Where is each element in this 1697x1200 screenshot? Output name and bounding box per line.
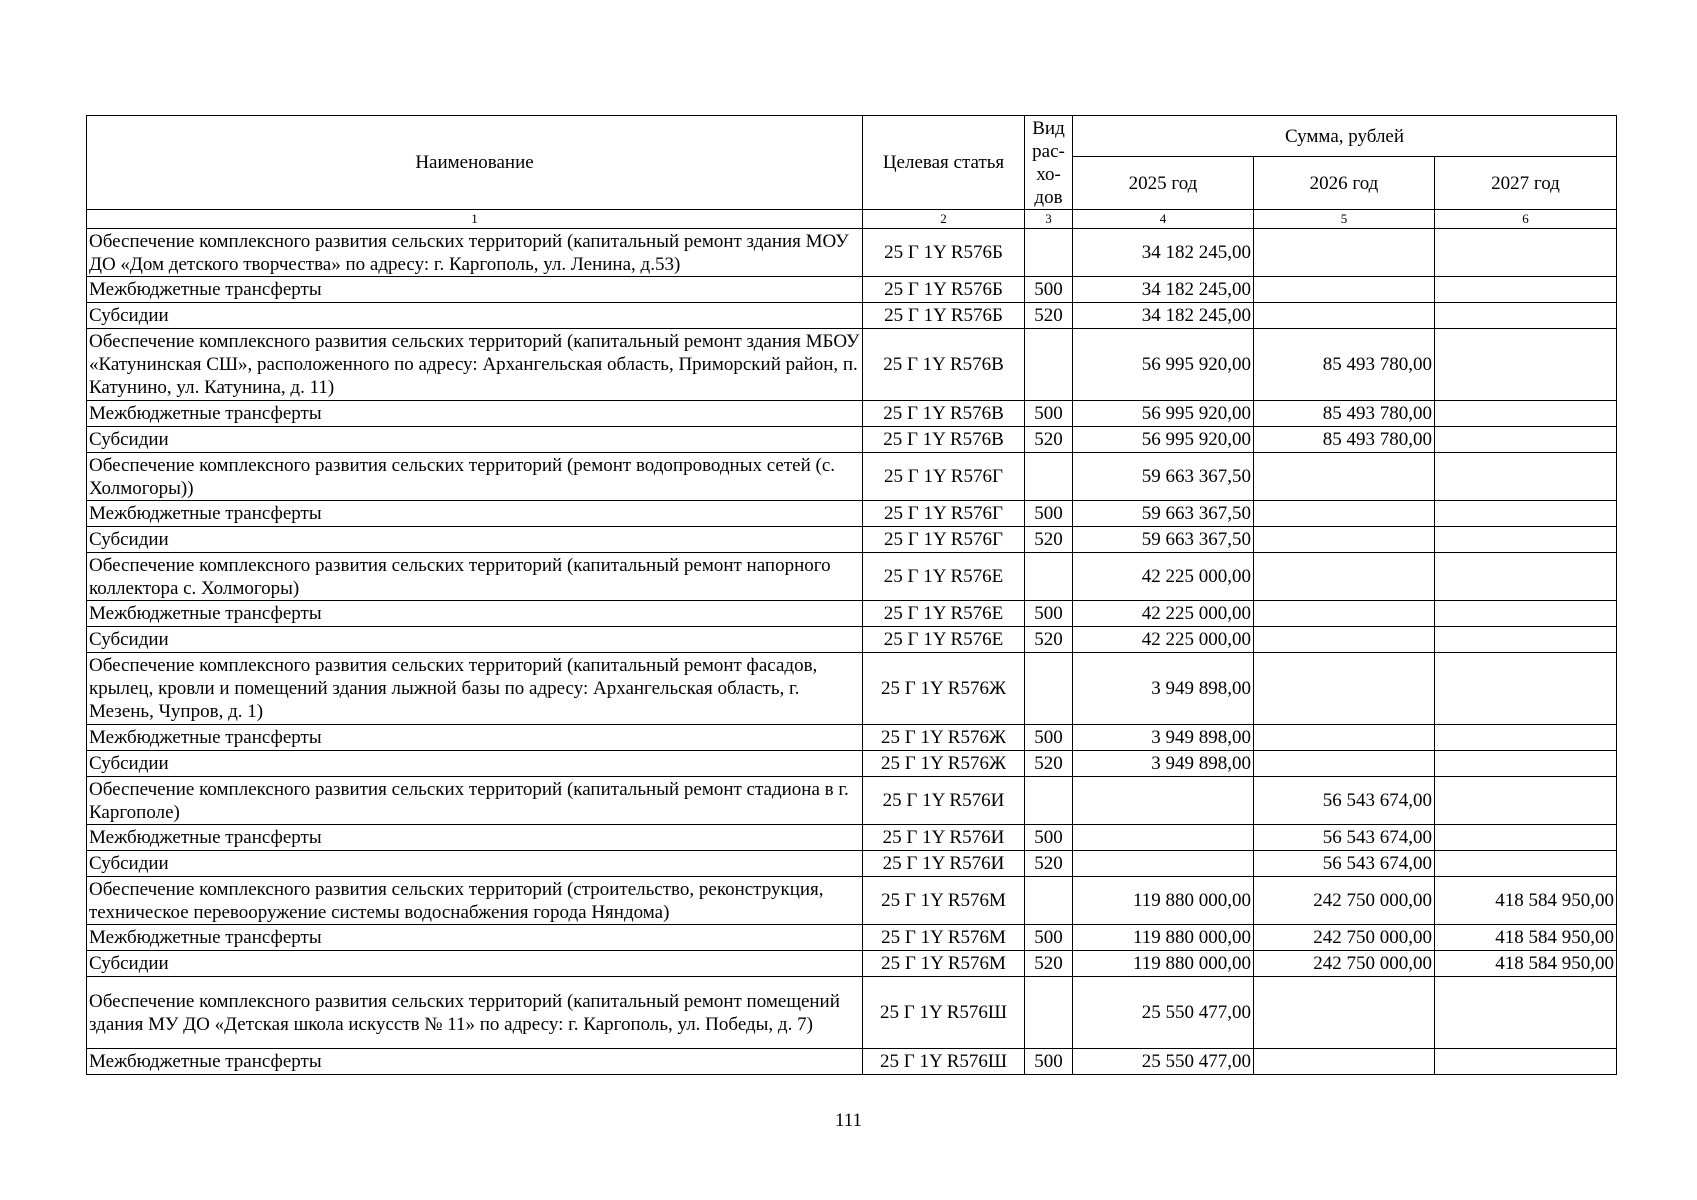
row-name: Обеспечение комплексного развития сельских территорий (капитальный ремонт фасадов, крылец, кровли и помещений здания лыжной базы по адресу: Архангельская область, г. Мезень, Чупров, д. 1) <box>87 653 863 725</box>
row-name: Обеспечение комплексного развития сельских территорий (строительство, реконструкция, техническое перевооружение системы водоснабжения города Няндома) <box>87 877 863 925</box>
header-type: Вид рас-хо-дов <box>1025 116 1073 210</box>
table-row <box>87 977 1617 1049</box>
row-amount-2025: 59 663 367,50 <box>1073 453 1254 501</box>
row-expense-type: 500 <box>1025 277 1073 303</box>
row-amount-2025 <box>1073 777 1254 825</box>
row-amount-2026: 242 750 000,00 <box>1254 877 1435 925</box>
row-target-code: 25 Г 1Y R576Г <box>863 453 1025 501</box>
table-row <box>87 751 1617 777</box>
row-amount-2027 <box>1435 601 1617 627</box>
table-row <box>87 925 1617 951</box>
row-amount-2027 <box>1435 653 1617 725</box>
row-amount-2027 <box>1435 851 1617 877</box>
row-target-code: 25 Г 1Y R576Б <box>863 303 1025 329</box>
row-amount-2025: 25 550 477,00 <box>1073 977 1254 1049</box>
row-amount-2025: 56 995 920,00 <box>1073 401 1254 427</box>
row-expense-type: 520 <box>1025 303 1073 329</box>
row-amount-2027 <box>1435 751 1617 777</box>
row-expense-type: 520 <box>1025 751 1073 777</box>
row-target-code: 25 Г 1Y R576Г <box>863 501 1025 527</box>
row-amount-2025: 34 182 245,00 <box>1073 229 1254 277</box>
row-name: Субсидии <box>87 427 863 453</box>
row-name: Межбюджетные трансферты <box>87 825 863 851</box>
row-amount-2025: 34 182 245,00 <box>1073 303 1254 329</box>
row-target-code: 25 Г 1Y R576Ш <box>863 977 1025 1049</box>
row-name: Субсидии <box>87 527 863 553</box>
row-expense-type: 500 <box>1025 925 1073 951</box>
row-amount-2027: 418 584 950,00 <box>1435 877 1617 925</box>
row-amount-2027: 418 584 950,00 <box>1435 951 1617 977</box>
table-row <box>87 825 1617 851</box>
column-index: 1 <box>87 210 863 229</box>
row-amount-2027 <box>1435 825 1617 851</box>
row-target-code: 25 Г 1Y R576Г <box>863 527 1025 553</box>
row-name: Межбюджетные трансферты <box>87 1049 863 1075</box>
row-amount-2027 <box>1435 777 1617 825</box>
table-row <box>87 401 1617 427</box>
row-amount-2027 <box>1435 527 1617 553</box>
row-name: Субсидии <box>87 627 863 653</box>
table-row <box>87 1049 1617 1075</box>
header-year-2026: 2026 год <box>1254 157 1435 210</box>
row-target-code: 25 Г 1Y R576И <box>863 851 1025 877</box>
row-amount-2026 <box>1254 229 1435 277</box>
row-amount-2025: 25 550 477,00 <box>1073 1049 1254 1075</box>
row-amount-2026: 56 543 674,00 <box>1254 851 1435 877</box>
row-amount-2026 <box>1254 527 1435 553</box>
row-amount-2026 <box>1254 653 1435 725</box>
table-row <box>87 627 1617 653</box>
row-target-code: 25 Г 1Y R576Б <box>863 277 1025 303</box>
row-name: Межбюджетные трансферты <box>87 277 863 303</box>
table-row <box>87 877 1617 925</box>
row-name: Обеспечение комплексного развития сельских территорий (капитальный ремонт стадиона в г. Каргополе) <box>87 777 863 825</box>
row-name: Субсидии <box>87 303 863 329</box>
table-row <box>87 951 1617 977</box>
row-name: Обеспечение комплексного развития сельских территорий (капитальный ремонт здания МОУ ДО «Дом детского творчества» по адресу: г. Каргополь, ул. Ленина, д.53) <box>87 229 863 277</box>
row-amount-2025: 34 182 245,00 <box>1073 277 1254 303</box>
row-name: Обеспечение комплексного развития сельских территорий (капитальный ремонт помещений здания МУ ДО «Детская школа искусств № 11» по адресу: г. Каргополь, ул. Победы, д. 7) <box>87 977 863 1049</box>
row-amount-2027 <box>1435 277 1617 303</box>
row-amount-2026: 56 543 674,00 <box>1254 777 1435 825</box>
row-name: Субсидии <box>87 951 863 977</box>
row-name: Субсидии <box>87 751 863 777</box>
row-name: Обеспечение комплексного развития сельских территорий (капитальный ремонт напорного коллектора с. Холмогоры) <box>87 553 863 601</box>
row-name: Межбюджетные трансферты <box>87 925 863 951</box>
row-name: Межбюджетные трансферты <box>87 401 863 427</box>
table-row <box>87 725 1617 751</box>
row-amount-2025: 119 880 000,00 <box>1073 877 1254 925</box>
row-amount-2025: 119 880 000,00 <box>1073 951 1254 977</box>
row-expense-type <box>1025 653 1073 725</box>
row-amount-2025: 3 949 898,00 <box>1073 725 1254 751</box>
row-target-code: 25 Г 1Y R576Ж <box>863 751 1025 777</box>
row-target-code: 25 Г 1Y R576В <box>863 329 1025 401</box>
row-name: Обеспечение комплексного развития сельских территорий (капитальный ремонт здания МБОУ «Катунинская СШ», расположенного по адресу: Архангельская область, Приморский район, п. Катунино, ул. Катунина, д. 11) <box>87 329 863 401</box>
row-name: Межбюджетные трансферты <box>87 501 863 527</box>
row-amount-2027 <box>1435 427 1617 453</box>
row-target-code: 25 Г 1Y R576Е <box>863 627 1025 653</box>
row-amount-2026 <box>1254 277 1435 303</box>
row-target-code: 25 Г 1Y R576В <box>863 401 1025 427</box>
row-amount-2025 <box>1073 851 1254 877</box>
row-expense-type: 500 <box>1025 601 1073 627</box>
row-amount-2027 <box>1435 627 1617 653</box>
row-expense-type <box>1025 329 1073 401</box>
row-amount-2026 <box>1254 1049 1435 1075</box>
row-amount-2026 <box>1254 303 1435 329</box>
column-index: 5 <box>1254 210 1435 229</box>
row-target-code: 25 Г 1Y R576Ш <box>863 1049 1025 1075</box>
row-expense-type <box>1025 553 1073 601</box>
table-row <box>87 427 1617 453</box>
header-name: Наименование <box>87 116 863 210</box>
table-row <box>87 453 1617 501</box>
row-amount-2026: 85 493 780,00 <box>1254 329 1435 401</box>
row-amount-2026 <box>1254 553 1435 601</box>
column-index: 4 <box>1073 210 1254 229</box>
row-amount-2025 <box>1073 825 1254 851</box>
table-row <box>87 851 1617 877</box>
row-name: Субсидии <box>87 851 863 877</box>
row-amount-2025: 59 663 367,50 <box>1073 501 1254 527</box>
column-index: 2 <box>863 210 1025 229</box>
row-amount-2027 <box>1435 453 1617 501</box>
row-target-code: 25 Г 1Y R576Ж <box>863 725 1025 751</box>
row-amount-2026 <box>1254 627 1435 653</box>
column-index: 6 <box>1435 210 1617 229</box>
header-sum: Сумма, рублей <box>1073 116 1617 157</box>
table-body <box>87 229 1617 1075</box>
row-amount-2026 <box>1254 501 1435 527</box>
table-row <box>87 553 1617 601</box>
row-expense-type <box>1025 877 1073 925</box>
header-year-2027: 2027 год <box>1435 157 1617 210</box>
row-expense-type <box>1025 453 1073 501</box>
row-expense-type: 500 <box>1025 401 1073 427</box>
header-code: Целевая статья <box>863 116 1025 210</box>
row-amount-2026 <box>1254 725 1435 751</box>
table-row <box>87 501 1617 527</box>
row-amount-2026: 85 493 780,00 <box>1254 401 1435 427</box>
column-index: 3 <box>1025 210 1073 229</box>
row-name: Обеспечение комплексного развития сельских территорий (ремонт водопроводных сетей (с. Холмогоры)) <box>87 453 863 501</box>
row-target-code: 25 Г 1Y R576Е <box>863 553 1025 601</box>
row-amount-2026 <box>1254 751 1435 777</box>
row-target-code: 25 Г 1Y R576И <box>863 825 1025 851</box>
budget-table <box>86 115 1617 1075</box>
row-expense-type: 520 <box>1025 951 1073 977</box>
row-expense-type <box>1025 777 1073 825</box>
row-amount-2025: 42 225 000,00 <box>1073 627 1254 653</box>
row-target-code: 25 Г 1Y R576И <box>863 777 1025 825</box>
row-expense-type <box>1025 229 1073 277</box>
table-row <box>87 303 1617 329</box>
row-target-code: 25 Г 1Y R576Б <box>863 229 1025 277</box>
row-amount-2026 <box>1254 453 1435 501</box>
row-name: Межбюджетные трансферты <box>87 725 863 751</box>
header-year-2025: 2025 год <box>1073 157 1254 210</box>
row-name: Межбюджетные трансферты <box>87 601 863 627</box>
row-target-code: 25 Г 1Y R576В <box>863 427 1025 453</box>
row-target-code: 25 Г 1Y R576М <box>863 877 1025 925</box>
row-amount-2027 <box>1435 303 1617 329</box>
row-amount-2027 <box>1435 501 1617 527</box>
row-amount-2026 <box>1254 601 1435 627</box>
row-amount-2026: 56 543 674,00 <box>1254 825 1435 851</box>
row-amount-2027: 418 584 950,00 <box>1435 925 1617 951</box>
row-expense-type: 500 <box>1025 501 1073 527</box>
table-row <box>87 329 1617 401</box>
row-amount-2027 <box>1435 1049 1617 1075</box>
row-expense-type: 500 <box>1025 825 1073 851</box>
row-expense-type: 520 <box>1025 627 1073 653</box>
row-amount-2025: 59 663 367,50 <box>1073 527 1254 553</box>
row-target-code: 25 Г 1Y R576Е <box>863 601 1025 627</box>
table-row <box>87 229 1617 277</box>
table-row <box>87 601 1617 627</box>
row-expense-type: 520 <box>1025 851 1073 877</box>
row-amount-2027 <box>1435 401 1617 427</box>
row-amount-2025: 42 225 000,00 <box>1073 553 1254 601</box>
row-amount-2026: 242 750 000,00 <box>1254 951 1435 977</box>
row-amount-2027 <box>1435 329 1617 401</box>
row-amount-2025: 3 949 898,00 <box>1073 751 1254 777</box>
row-target-code: 25 Г 1Y R576Ж <box>863 653 1025 725</box>
row-amount-2025: 119 880 000,00 <box>1073 925 1254 951</box>
row-amount-2025: 56 995 920,00 <box>1073 427 1254 453</box>
row-amount-2026: 242 750 000,00 <box>1254 925 1435 951</box>
row-amount-2027 <box>1435 977 1617 1049</box>
row-amount-2027 <box>1435 229 1617 277</box>
table-row <box>87 777 1617 825</box>
row-amount-2027 <box>1435 553 1617 601</box>
row-amount-2026: 85 493 780,00 <box>1254 427 1435 453</box>
row-amount-2025: 3 949 898,00 <box>1073 653 1254 725</box>
row-target-code: 25 Г 1Y R576М <box>863 925 1025 951</box>
row-amount-2026 <box>1254 977 1435 1049</box>
table-row <box>87 653 1617 725</box>
table-row <box>87 527 1617 553</box>
row-expense-type: 500 <box>1025 725 1073 751</box>
row-expense-type: 500 <box>1025 1049 1073 1075</box>
row-amount-2027 <box>1435 725 1617 751</box>
row-expense-type: 520 <box>1025 427 1073 453</box>
row-amount-2025: 56 995 920,00 <box>1073 329 1254 401</box>
row-target-code: 25 Г 1Y R576М <box>863 951 1025 977</box>
page-number: 111 <box>834 1110 863 1131</box>
row-expense-type: 520 <box>1025 527 1073 553</box>
table-row <box>87 277 1617 303</box>
row-expense-type <box>1025 977 1073 1049</box>
row-amount-2025: 42 225 000,00 <box>1073 601 1254 627</box>
